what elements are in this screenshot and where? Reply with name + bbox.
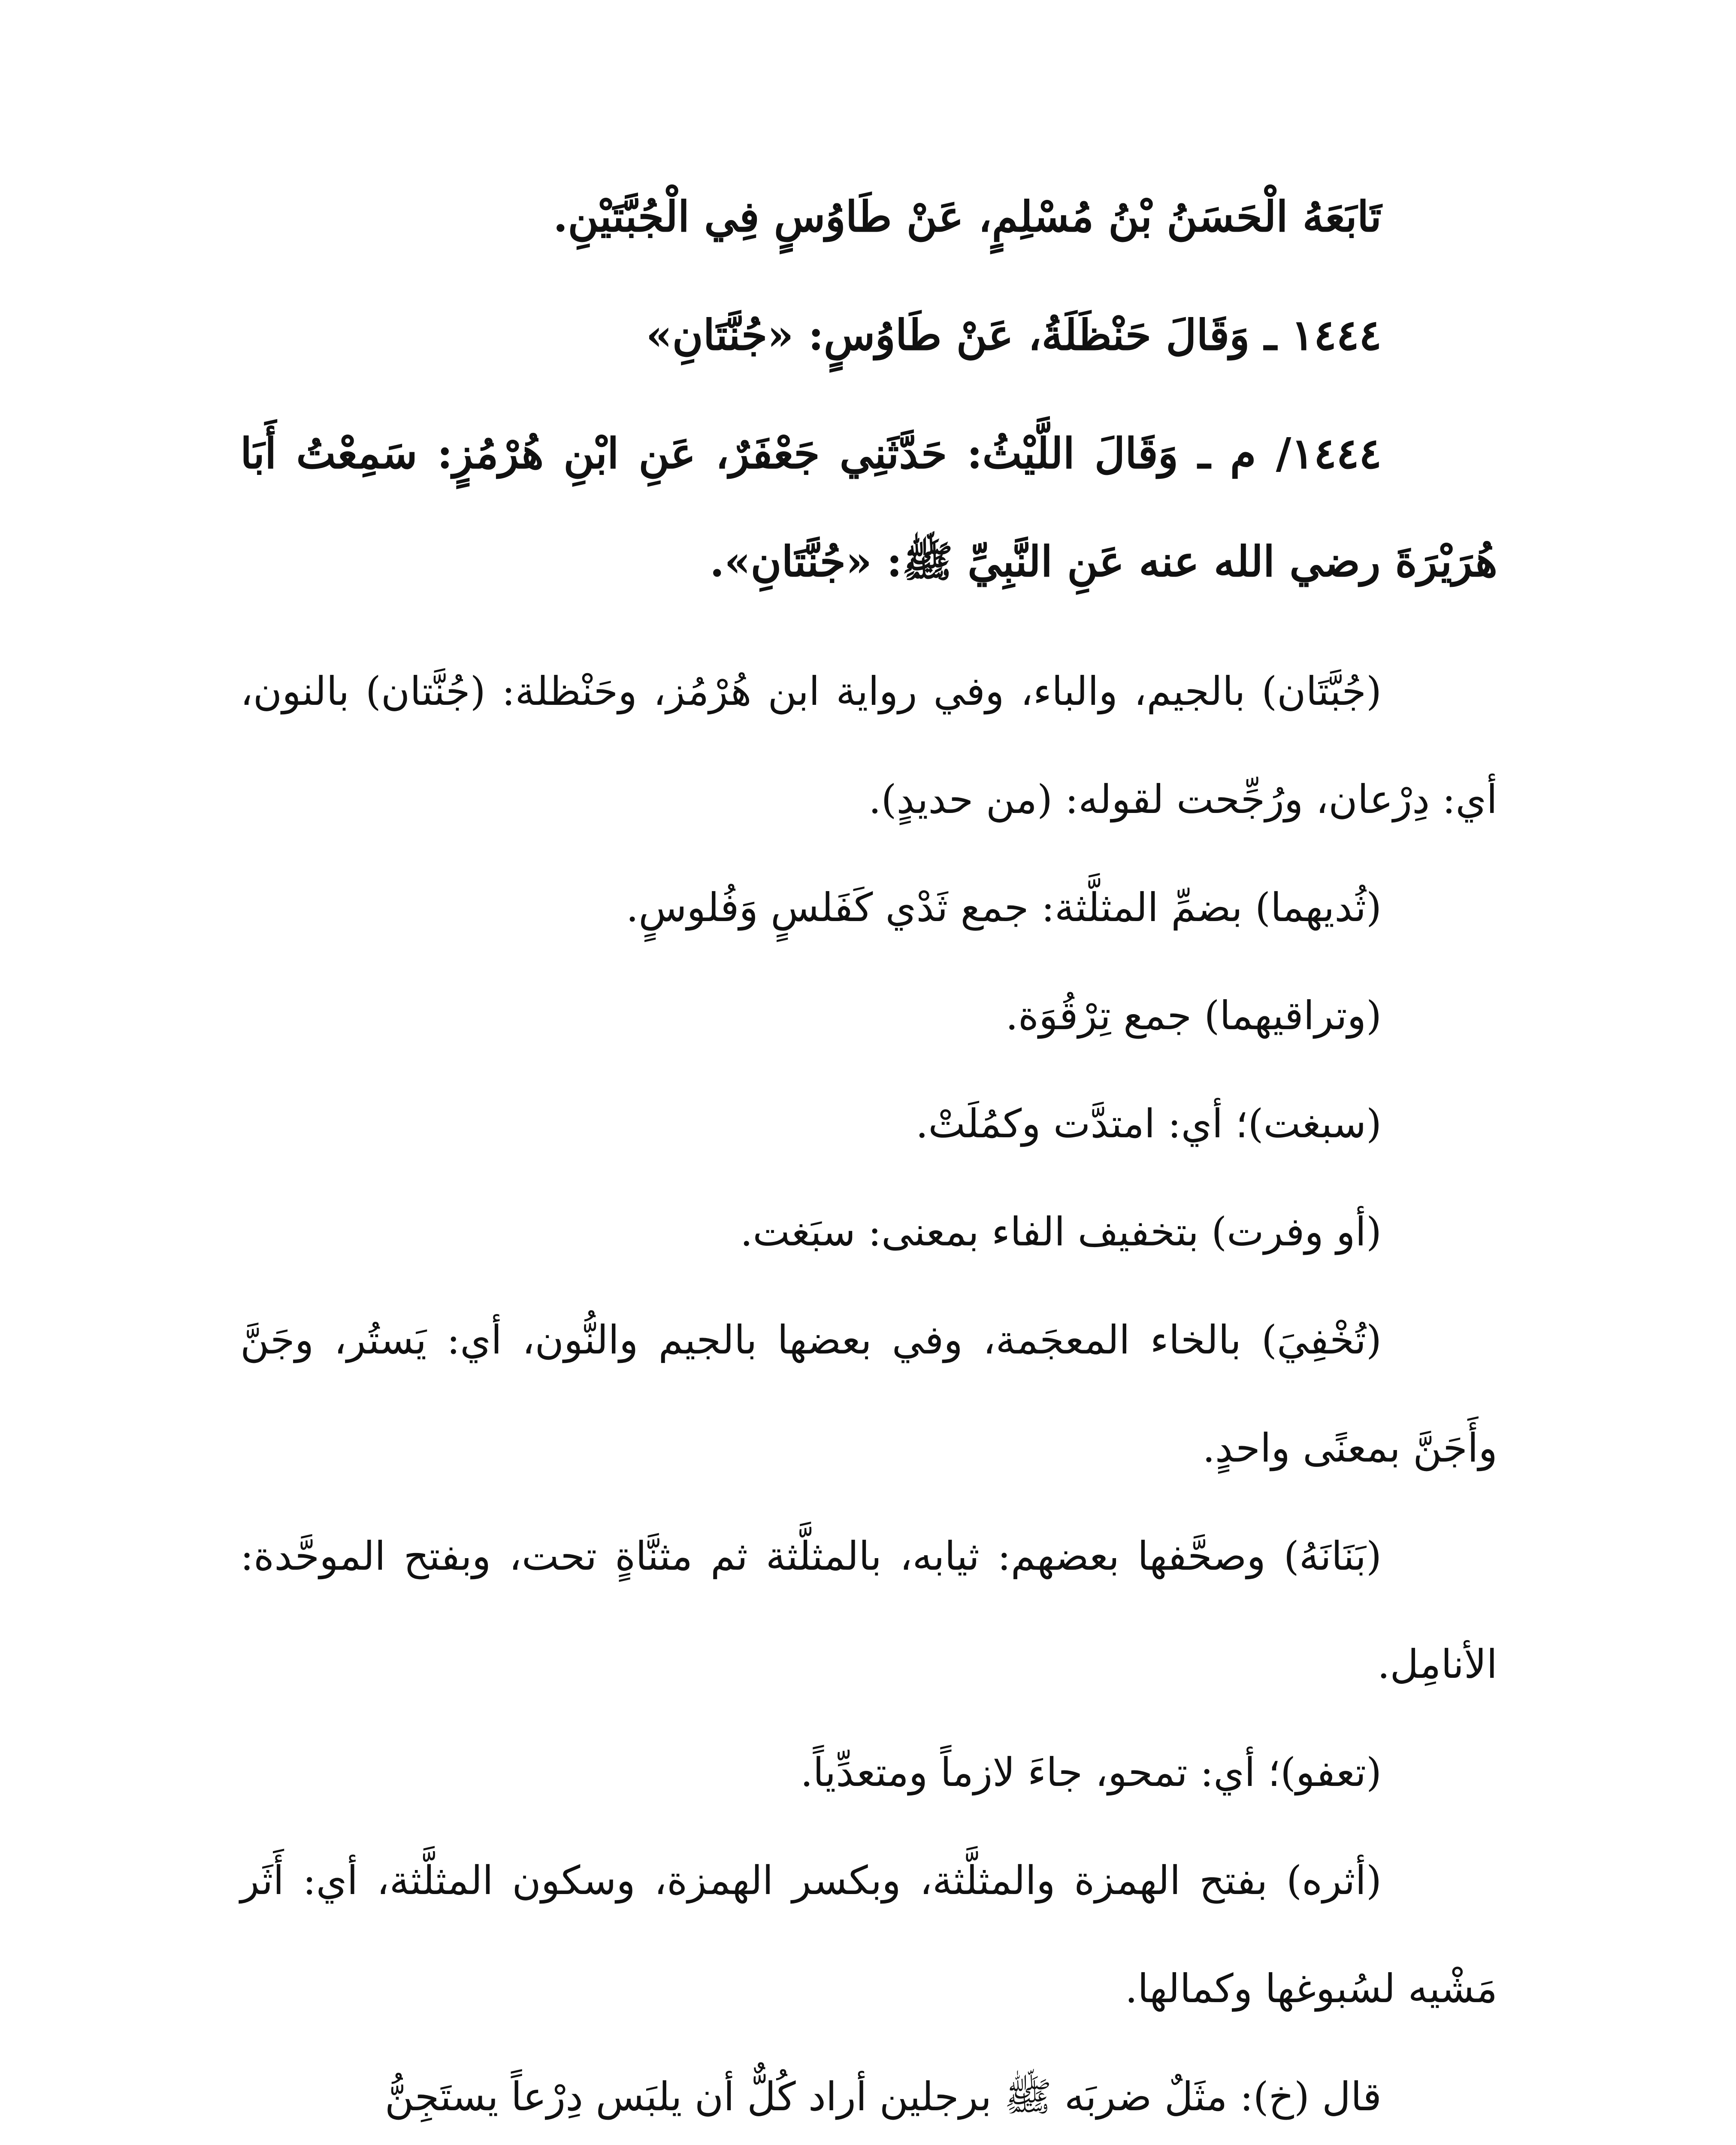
hadith-mutaba-line: تَابَعَهُ الْحَسَنُ بْنُ مُسْلِمٍ، عَنْ طَاوُسٍ فِي الْجُبَّتَيْنِ. — [553, 192, 1382, 242]
spacer — [240, 390, 1497, 400]
commentary-thudiyyihima: (ثُديهما) بضمِّ المثلَّثة: جمع ثَدْي كَفَلسٍ وَفُلوسٍ. — [626, 885, 1382, 931]
commentary-atharahu: (أثره) بفتح الهمزة والمثلَّثة، وبكسر الهمزة، وسكون المثلَّثة، أي: أَثَر مَشْيه لسُبوغها وكمالها. — [240, 1858, 1497, 2012]
commentary-jubbatan: (جُبَّتَان) بالجيم، والباء، وفي رواية ابن هُرْمُز، وحَنْظلة: (جُنَّتان) بالنون، أي: دِرْعان، ورُجِّحت لقوله: (من حديدٍ). — [240, 668, 1497, 822]
commentary-sabaghat: (سبغت)؛ أي: امتدَّت وكمُلَتْ. — [916, 1101, 1382, 1147]
spacer — [240, 271, 1497, 281]
hadith-1444: ١٤٤٤ ـ وَقَالَ حَنْظَلَةُ، عَنْ طَاوُسٍ: «جُنَّتَانِ» — [646, 311, 1382, 360]
commentary-tukhfiya: (تُخْفِيَ) بالخاء المعجَمة، وفي بعضها بالجيم والنُّون، أي: يَستُر، وجَنَّ وأَجَنَّ بمعنًى واحدٍ. — [240, 1317, 1497, 1471]
commentary-tafu: (تعفو)؛ أي: تمحو، جاءَ لازماً ومتعدِّياً. — [800, 1749, 1382, 1795]
hadith-1444-m: ١٤٤٤/ م ـ وَقَالَ اللَّيْثُ: حَدَّثَنِي جَعْفَرٌ، عَنِ ابْنِ هُرْمُزٍ: سَمِعْتُ أَبَا هُرَيْرَةَ رضي الله عنه عَنِ النَّبِيِّ ﷺ: «جُنَّتَانِ». — [240, 429, 1497, 586]
commentary-wafarat: (أو وفرت) بتخفيف الفاء بمعنى: سبَغت. — [740, 1209, 1382, 1255]
commentary-bananahu: (بَنَانَهُ) وصحَّفها بعضهم: ثيابه، بالمثلَّثة ثم مثنَّاةٍ تحت، وبفتح الموحَّدة: الأنامِل. — [240, 1533, 1497, 1687]
commentary-taraqihima: (وتراقيهما) جمع تِرْقُوَة. — [1005, 993, 1382, 1039]
spacer — [240, 616, 1497, 637]
commentary-qala-kha: قال (خ): مثَلٌ ضربَه ﷺ برجلين أراد كُلٌّ أن يلبَس دِرْعاً يستَجِنُّ — [384, 2074, 1382, 2120]
page-body — [240, 163, 1497, 2145]
